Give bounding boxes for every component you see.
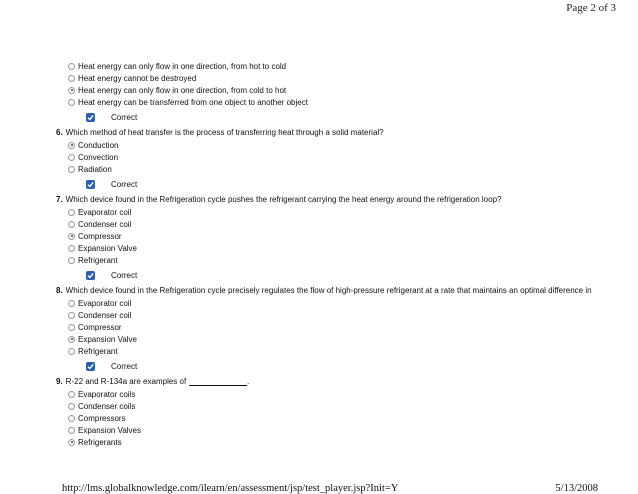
result-label: Correct <box>111 361 138 371</box>
option-label: Expansion Valve <box>78 334 137 344</box>
question-text: R-22 and R-134a are examples of <box>65 376 187 386</box>
q8-result <box>86 360 137 372</box>
q8-option-4[interactable] <box>68 333 137 345</box>
option-label: Condenser coils <box>78 401 136 411</box>
checkmark-icon <box>86 113 95 122</box>
q6-option-1[interactable] <box>68 139 118 151</box>
option-label: Evaporator coil <box>78 298 132 308</box>
option-label: Heat energy can only flow in one direction, from cold to hot <box>78 85 287 95</box>
result-label: Correct <box>111 112 138 122</box>
radio-button[interactable] <box>68 391 75 398</box>
question-text: Which method of heat transfer is the process of transferring heat through a solid material? <box>65 127 384 137</box>
option-label: Refrigerant <box>78 255 118 265</box>
radio-button[interactable] <box>68 300 75 307</box>
q7-option-4[interactable] <box>68 242 137 254</box>
q6-option-2[interactable] <box>68 151 118 163</box>
option-label: Condenser coil <box>78 219 132 229</box>
radio-button[interactable] <box>68 245 75 252</box>
footer-url: http://lms.globalknowledge.com/ilearn/en/assessment/jsp/test_player.jsp?Init=Y <box>62 483 399 494</box>
q5-option-4[interactable] <box>68 96 308 108</box>
radio-button-selected[interactable] <box>68 439 75 446</box>
fill-in-blank: _____________ <box>189 376 248 386</box>
option-label: Compressor <box>78 231 122 241</box>
radio-button[interactable] <box>68 166 75 173</box>
option-label: Evaporator coils <box>78 389 136 399</box>
checkmark-icon <box>86 271 95 280</box>
q5-option-3[interactable] <box>68 84 286 96</box>
result-label: Correct <box>111 179 138 189</box>
radio-button[interactable] <box>68 221 75 228</box>
radio-button[interactable] <box>68 99 75 106</box>
option-label: Heat energy cannot be destroyed <box>78 73 197 83</box>
option-label: Expansion Valve <box>78 243 137 253</box>
q7-option-5[interactable] <box>68 254 118 266</box>
q9-option-3[interactable] <box>68 412 126 424</box>
radio-button[interactable] <box>68 403 75 410</box>
option-label: Compressors <box>78 413 126 423</box>
option-label: Expansion Valves <box>78 425 141 435</box>
q8-option-5[interactable] <box>68 345 118 357</box>
radio-button-selected[interactable] <box>68 142 75 149</box>
q7-option-3[interactable] <box>68 230 122 242</box>
radio-button-selected[interactable] <box>68 233 75 240</box>
q9-option-5[interactable] <box>68 436 122 448</box>
question-text: Which device found in the Refrigeration cycle precisely regulates the flow of high-pressure refrigerant at a rate that maintains an optimal difference in <box>65 285 592 295</box>
question-text: Which device found in the Refrigeration cycle pushes the refrigerant carrying the heat energy around the refrigeration loop? <box>65 194 502 204</box>
question-number: 8. <box>56 285 63 295</box>
option-label: Evaporator coil <box>78 207 132 217</box>
radio-button[interactable] <box>68 257 75 264</box>
radio-button[interactable] <box>68 154 75 161</box>
radio-button[interactable] <box>68 415 75 422</box>
q8-option-1[interactable] <box>68 297 131 309</box>
q6-result <box>86 178 137 190</box>
question-number: 7. <box>56 194 63 204</box>
radio-button[interactable] <box>68 75 75 82</box>
radio-button[interactable] <box>68 312 75 319</box>
option-label: Conduction <box>78 140 119 150</box>
question-8 <box>56 284 592 296</box>
question-9 <box>56 375 249 387</box>
radio-button[interactable] <box>68 348 75 355</box>
option-label: Convection <box>78 152 119 162</box>
option-label: Heat energy can be transferred from one object to another object <box>78 97 308 107</box>
question-number: 6. <box>56 127 63 137</box>
q8-option-2[interactable] <box>68 309 131 321</box>
q9-option-1[interactable] <box>68 388 135 400</box>
q5-option-1[interactable] <box>68 60 286 72</box>
radio-button-selected[interactable] <box>68 87 75 94</box>
question-7 <box>56 193 501 205</box>
q7-option-2[interactable] <box>68 218 131 230</box>
result-label: Correct <box>111 270 138 280</box>
option-label: Heat energy can only flow in one direction, from hot to cold <box>78 61 287 71</box>
question-period: . <box>247 376 250 386</box>
option-label: Radiation <box>78 164 112 174</box>
q5-result <box>86 111 137 123</box>
radio-button-selected[interactable] <box>68 336 75 343</box>
q7-option-1[interactable] <box>68 206 131 218</box>
radio-button[interactable] <box>68 427 75 434</box>
option-label: Refrigerants <box>78 437 122 447</box>
radio-button[interactable] <box>68 324 75 331</box>
q8-option-3[interactable] <box>68 321 122 333</box>
option-label: Compressor <box>78 322 122 332</box>
option-label: Condenser coil <box>78 310 132 320</box>
q7-result <box>86 269 137 281</box>
radio-button[interactable] <box>68 63 75 70</box>
page-number: Page 2 of 3 <box>566 2 616 14</box>
q9-option-4[interactable] <box>68 424 141 436</box>
question-number: 9. <box>56 376 63 386</box>
q9-option-2[interactable] <box>68 400 135 412</box>
option-label: Refrigerant <box>78 346 118 356</box>
checkmark-icon <box>86 362 95 371</box>
question-6 <box>56 126 384 138</box>
q6-option-3[interactable] <box>68 163 112 175</box>
checkmark-icon <box>86 180 95 189</box>
radio-button[interactable] <box>68 209 75 216</box>
footer-date: 5/13/2008 <box>555 483 598 494</box>
q5-option-2[interactable] <box>68 72 196 84</box>
